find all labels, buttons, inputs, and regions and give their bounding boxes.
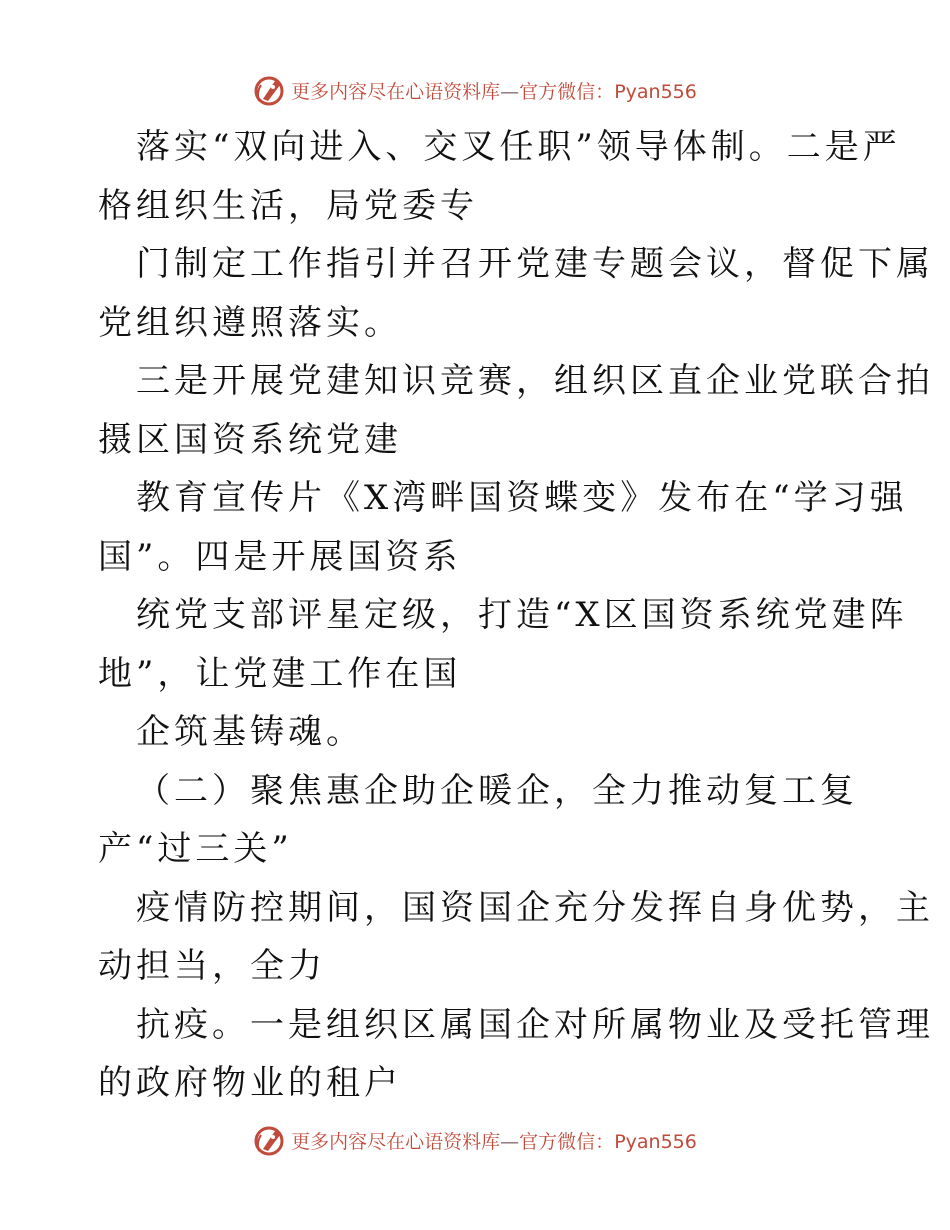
watermark-dash: —	[500, 80, 520, 103]
body-line: 党组织遵照落实。	[98, 302, 402, 343]
header-watermark	[0, 70, 950, 110]
watermark-handle: Pyan556	[614, 1130, 697, 1153]
body-line: 国”。四是开展国资系	[98, 536, 462, 577]
body-line: 落实“双向进入、交叉任职”领导体制。二是严	[136, 127, 901, 167]
body-line: 疫情防控期间，国资国企充分发挥自身优势，主	[136, 887, 934, 928]
watermark-handle: Pyan556	[614, 80, 697, 103]
body-line: 教育宣传片《X湾畔国资蝶变》发布在“学习强	[136, 478, 908, 518]
body-line: 动担当，全力	[98, 946, 326, 986]
section-heading-line: （二）聚焦惠企助企暖企，全力推动复工复	[136, 770, 858, 811]
watermark-side: 官方微信：	[519, 80, 615, 103]
watermark-text	[291, 1127, 697, 1154]
pen-nib-logo-icon	[253, 1123, 287, 1157]
document-body	[98, 118, 934, 1113]
section-heading-line: 产“过三关”	[98, 829, 293, 869]
body-line: 摄区国资系统党建	[98, 419, 402, 460]
body-line: 的政府物业的租户	[98, 1063, 402, 1103]
watermark-main: 更多内容尽在心语资料库	[291, 80, 501, 103]
body-line: 抗疫。一是组织区属国企对所属物业及受托管理	[136, 1004, 934, 1045]
body-line: 企筑基铸魂。	[136, 712, 364, 752]
watermark-side: 官方微信：	[519, 1130, 615, 1153]
body-line: 三是开展党建知识竞赛，组织区直企业党联合拍	[136, 361, 934, 401]
footer-watermark	[0, 1120, 950, 1160]
body-line: 统党支部评星定级，打造“X区国资系统党建阵	[136, 595, 908, 635]
body-line: 地”，让党建工作在国	[98, 653, 462, 694]
watermark-dash: —	[500, 1130, 520, 1153]
watermark-main: 更多内容尽在心语资料库	[291, 1130, 501, 1153]
pen-nib-logo-icon	[253, 73, 287, 107]
body-line: 门制定工作指引并召开党建专题会议，督促下属	[136, 244, 934, 284]
body-line: 格组织生活，局党委专	[98, 185, 478, 226]
watermark-text	[291, 77, 697, 104]
